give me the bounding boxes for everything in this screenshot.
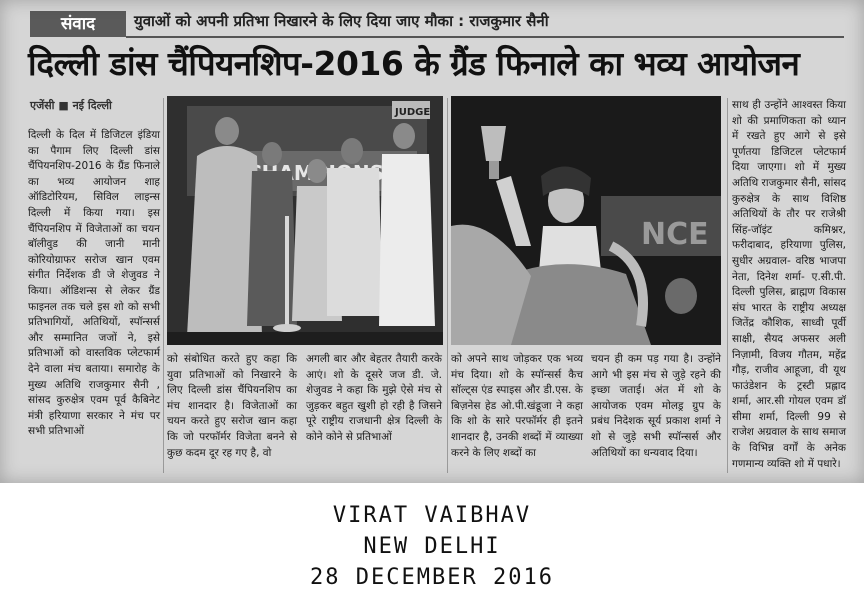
headline: दिल्ली डांस चैंपियनशिप-2016 के ग्रैंड फिनाले का भव्य आयोजन — [28, 44, 800, 83]
photo1-judge-sign: JUDGE — [395, 107, 431, 118]
article-column-2-text: को संबोधित करते हुए कहा कि युवा प्रतिभाओं को निखारने के लिए दिल्ली डांस चैंपियनशिप का मंच शानदार है। विजेताओं का चयन करते हुए सरोज खान कहा कि जो परफॉर्मर विजेता बनने से कुछ कदम दूर रह गए है, वो — [167, 353, 297, 459]
photo-dancer — [451, 96, 721, 345]
article-column-1 — [28, 128, 160, 440]
caption-publication: VIRAT VAIBHAV — [332, 503, 532, 528]
subheadline: युवाओं को अपनी प्रतिभा निखारने के लिए दिया जाए मौका : राजकुमार सैनी — [134, 12, 549, 30]
article-column-6-text: साथ ही उन्होंने आश्वस्त किया शो की प्रमाणिकता को ध्यान में रखते हुए आगे से इसे पूर्णतया डिजिटल प्लेटफार्म दिया जाएगा। शो में मुख्य अतिथि राजकुमार सैनी, सांसद कुरुक्षेत्र के साथ विशिष्ठ अतिथियों के तौर पर राजेश्री सिंह-जॉइंट कमिश्नर, फरीदाबाद, हरियाणा पुलिस, सुधीर अग्रवाल- वरिष्ठ भाजपा नेता, दिनेश शर्मा- ए.सी.पी. दिल्ली पुलिस, ब्राह्मण विकास संघ भारत के राष्ट्रीय अध्यक्ष जितेंद्र कौशिक, साध्वी पूर्वी साक्षी, सैयद अफसर अली निज़ामी, विजय गौतम, महेंद्र गौड़, राजीव आहूजा, वी यूथ फाउंडेशन के ट्रस्टी प्रह्लाद शर्मा, आर.सी गोयल एवम डॉ सीमा शर्मा, दिल्ली 99 से राजेश अग्रवाल के साथ समाज के विभिन्न वर्गों के अनेक गणमान्य व्यक्ति शो में पधारे। — [732, 99, 846, 470]
column-divider — [163, 98, 164, 473]
article-column-5 — [591, 352, 721, 461]
article-column-1-text: दिल्ली के दिल में डिजिटल इंडिया का पैगाम लिए दिल्ली डांस चैंपियनशिप-2016 के ग्रैंड फिनाले का भव्य आयोजन शाह ऑडिटोरियम, सिविल लाइन्स दिल्ली में किया गया। इस चैंपियनशिप में विजेताओं का चयन बॉलीवुड की जानी मानी कोरियोग्राफर सरोज खान एवम संगीत निर्देशक डी जे शेजुवड ने किया। ऑडिशन्स से लेकर ग्रैंड फाइनल तक चले इस शो को सभी प्रतिभागियों, अतिथियों, स्पॉन्सर्स और सम्मानित जजों ने, इसे प्रतिभाओं को वास्तविक प्लेटफार्म देने वाला मंच बताया। समारोह के मुख्य अतिथि राजकुमार सैनी , सांसद कुरुक्षेत्र एवम पूर्व कैबिनेट मंत्री हरियाणा सरकार ने मंच पर सभी प्रतिभाओं — [28, 129, 160, 438]
article-column-3 — [306, 352, 442, 446]
article-column-5-text: चयन ही कम पड़ गया है। उन्होंने आगे भी इस मंच से जुड़े रहने की इच्छा जताई। अंत में शो के आयोजक एवम मोलड्र ग्रुप के प्रबंध निदेशक सूर्य प्रकाश शर्मा ने शो से जुड़े सभी स्पॉन्सर्स और अतिथियों का धन्यवाद दिया। — [591, 353, 721, 459]
article-column-3-text: अगली बार और बेहतर तैयारी करके आएं। शो के दूसरे जज डी. जे. शेजुवड ने कहा कि मुझे ऐसे मंच से जुड़कर बहुत खुशी हो रही है जिसने पूरे राष्ट्रीय राजधानी क्षेत्र दिल्ली के कोने कोने से प्रतिभाओं — [306, 353, 442, 443]
section-kicker: संवाद — [30, 11, 126, 37]
article-column-4 — [451, 352, 583, 461]
photo2-banner-text: NCE — [641, 217, 709, 252]
kicker-rule — [126, 36, 844, 38]
article-column-4-text: को अपने साथ जोड़कर एक भव्य मंच दिया। शो के स्पॉन्सर्स कैच सॉल्ट्स एंड स्पाइस और डी.एस. के बिज़नेस हेड ओ.पी.खंडूजा ने कहा कि शो के सारे परफॉर्मर ही इतने शानदार है, उनकी शब्दों में व्याख्या करने के लिए शब्दों का — [451, 353, 583, 459]
source-caption — [0, 500, 864, 593]
caption-date: 28 DECEMBER 2016 — [310, 565, 554, 590]
column-divider — [447, 98, 448, 473]
column-divider — [727, 98, 728, 473]
photo-lamp-lighting-image — [167, 96, 443, 345]
article-column-6 — [732, 98, 846, 472]
photo-dancer-image — [451, 96, 721, 345]
byline: एजेंसी ■ नई दिल्ली — [30, 99, 112, 112]
caption-city: NEW DELHI — [363, 534, 501, 559]
photo-lamp-lighting — [167, 96, 443, 345]
article-column-2 — [167, 352, 297, 461]
